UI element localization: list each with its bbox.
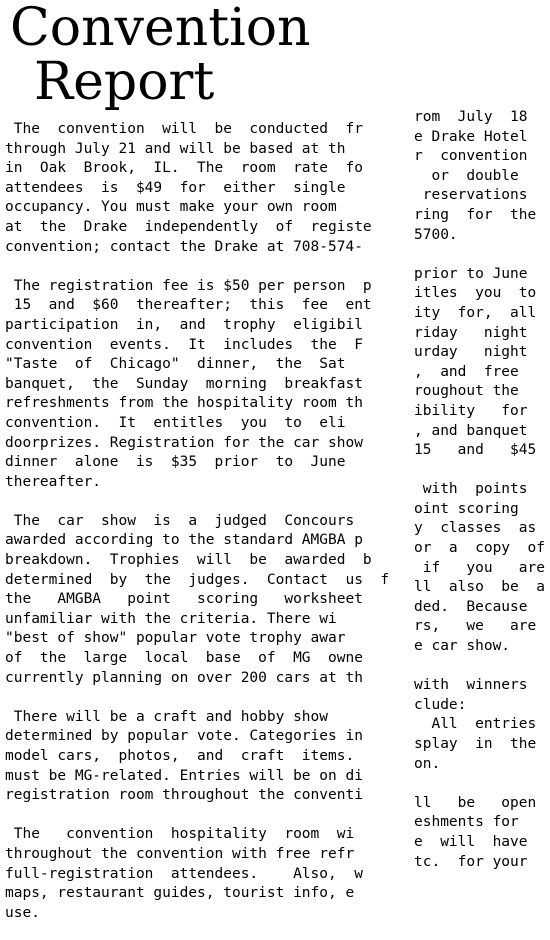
text-line: currently planning on over 200 cars at th xyxy=(5,669,363,686)
paragraph xyxy=(414,265,550,461)
right-text-column xyxy=(414,108,550,872)
paragraph-gap xyxy=(414,657,550,677)
text-line: e Drake Hotel xyxy=(414,128,528,145)
paragraph-gap xyxy=(414,774,550,794)
text-line: The car show is a judged Concours xyxy=(5,512,355,529)
text-line: attendees is $49 for either single xyxy=(5,179,346,196)
text-line: There will be a craft and hobby show xyxy=(5,708,329,725)
paragraph xyxy=(5,825,415,923)
text-line: at the Drake independently of registe xyxy=(5,218,372,235)
text-line: if you are xyxy=(414,559,545,576)
text-line: clude: xyxy=(414,696,467,713)
text-line: or double xyxy=(414,167,519,184)
text-line: doorprizes. Registration for the car show xyxy=(5,434,363,451)
paragraph-gap xyxy=(5,492,415,512)
text-line: 15 and $60 thereafter; this fee ent xyxy=(5,297,372,314)
text-line: participation in, and trophy eligibil xyxy=(5,316,363,333)
title-line-1: Convention xyxy=(10,0,311,58)
paragraph-gap xyxy=(5,257,415,277)
text-line: convention; contact the Drake at 708-574- xyxy=(5,238,363,255)
text-line: ibility for xyxy=(414,402,528,419)
text-line: itles you to xyxy=(414,285,537,302)
text-line: The convention hospitality room wi xyxy=(5,826,355,843)
text-line: model cars, photos, and craft items. xyxy=(5,748,355,764)
text-line: , and free xyxy=(414,363,519,380)
text-line: 5700. xyxy=(414,226,458,243)
text-line: with winners xyxy=(414,677,528,694)
text-line: maps, restaurant guides, tourist info, e xyxy=(5,885,355,902)
text-line: The convention will be conducted fr xyxy=(5,121,363,137)
text-line: All entries xyxy=(414,716,537,733)
text-line: roughout the xyxy=(414,383,519,400)
text-line: reservations xyxy=(414,187,528,204)
text-line: in Oak Brook, IL. The room rate fo xyxy=(5,160,363,177)
text-line: oint scoring xyxy=(414,500,519,517)
paragraph xyxy=(5,120,415,257)
paragraph xyxy=(414,108,550,245)
text-line: unfamiliar with the criteria. There wi xyxy=(5,610,337,627)
text-line: "Taste of Chicago" dinner, the Sat xyxy=(5,356,346,373)
text-line: 15 and $45 xyxy=(414,442,537,459)
text-line: must be MG-related. Entries will be on di xyxy=(5,767,363,784)
text-line: refreshments from the hospitality room th xyxy=(5,395,363,412)
paragraph-gap xyxy=(414,461,550,481)
left-text-column xyxy=(5,120,415,923)
text-line: prior to June xyxy=(414,265,528,282)
text-line: e will have xyxy=(414,833,528,850)
text-line: The registration fee is $50 per person p xyxy=(5,277,372,294)
text-line: of the large local base of MG owne xyxy=(5,650,363,667)
text-line: ded. Because xyxy=(414,598,528,615)
text-line: convention. It entitles you to eli xyxy=(5,414,346,431)
text-line: e car show. xyxy=(414,638,511,655)
text-line: on. xyxy=(414,755,441,772)
text-line: thereafter. xyxy=(5,473,102,490)
text-line: , and banquet xyxy=(414,422,528,439)
text-line: splay in the xyxy=(414,736,537,752)
text-line: rs, we are xyxy=(414,618,537,635)
text-line: determined by the judges. Contact us f xyxy=(5,571,390,588)
text-line: urday night xyxy=(414,344,528,361)
text-line: rom July 18 xyxy=(414,109,528,125)
paragraph xyxy=(5,512,415,688)
text-line: ll also be a xyxy=(414,579,545,596)
text-line: or a copy of xyxy=(414,540,545,557)
text-line: ll be open xyxy=(414,794,537,811)
text-line: awarded according to the standard AMGBA p xyxy=(5,532,363,549)
text-line: throughout the convention with free refr xyxy=(5,845,355,862)
text-line: ity for, all xyxy=(414,304,537,321)
text-line: tc. for your xyxy=(414,853,528,870)
text-line: riday night xyxy=(414,324,528,341)
paragraph xyxy=(414,794,550,872)
text-line: use. xyxy=(5,904,40,921)
text-line: convention events. It includes the F xyxy=(5,336,363,353)
text-line: eshments for xyxy=(414,814,519,831)
paragraph-gap xyxy=(5,806,415,826)
text-line: ring for the xyxy=(414,206,537,223)
text-line: the AMGBA point scoring worksheet xyxy=(5,591,363,608)
paragraph xyxy=(5,708,415,806)
text-line: dinner alone is $35 prior to June xyxy=(5,454,346,471)
text-line: r convention xyxy=(414,148,528,165)
paragraph xyxy=(5,277,415,493)
text-line: full-registration attendees. Also, w xyxy=(5,865,363,882)
paragraph-gap xyxy=(5,688,415,708)
text-line: with points xyxy=(414,481,528,498)
text-line: registration room throughout the conventi xyxy=(5,787,363,804)
text-line: banquet, the Sunday morning breakfast xyxy=(5,375,363,392)
title-line-2: Report xyxy=(34,52,215,112)
paragraph xyxy=(414,480,550,656)
text-line: determined by popular vote. Categories in xyxy=(5,728,363,745)
paragraph xyxy=(414,676,550,774)
text-line: breakdown. Trophies will be awarded b xyxy=(5,552,372,569)
text-line: "best of show" popular vote trophy awar xyxy=(5,630,346,647)
text-line: occupancy. You must make your own room xyxy=(5,199,337,216)
text-line: through July 21 and will be based at th xyxy=(5,140,346,157)
paragraph-gap xyxy=(414,245,550,265)
text-line: y classes as xyxy=(414,520,537,537)
